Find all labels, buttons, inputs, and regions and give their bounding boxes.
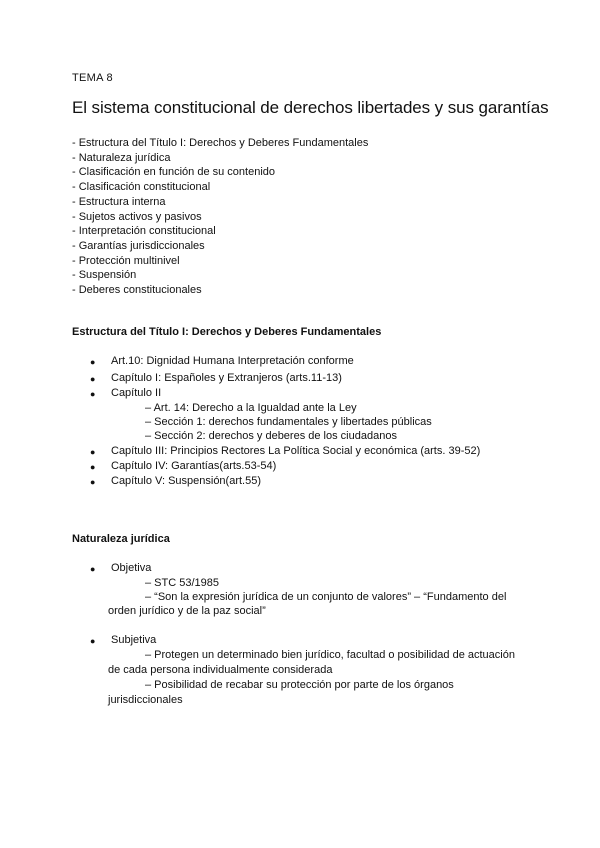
- toc-item: - Estructura interna: [72, 195, 166, 208]
- list-item-subjetiva: Subjetiva: [111, 634, 157, 646]
- sub-list-item-continuation: de cada persona individualmente considerada: [108, 664, 333, 676]
- sub-list-item: – “Son la expresión jurídica de un conjunto de valores” – “Fundamento del: [145, 591, 507, 603]
- toc-item: - Deberes constitucionales: [72, 284, 202, 297]
- bullet-icon: ●: [90, 636, 96, 646]
- sub-list-item-continuation: orden jurídico y de la paz social”: [108, 605, 266, 617]
- toc-item: - Protección multinivel: [72, 254, 180, 267]
- page-title: El sistema constitucional de derechos libertades y sus garantías: [72, 98, 549, 117]
- section-heading-naturaleza: Naturaleza jurídica: [72, 533, 170, 545]
- toc-item: - Clasificación constitucional: [72, 181, 211, 194]
- toc-item: - Sujetos activos y pasivos: [72, 210, 202, 223]
- sub-list-item: – Posibilidad de recabar su protección por parte de los órganos: [145, 679, 454, 691]
- bullet-icon: ●: [90, 374, 96, 384]
- sub-list-item: – Sección 2: derechos y deberes de los ciudadanos: [145, 430, 397, 442]
- tema-label: TEMA 8: [72, 72, 113, 84]
- bullet-icon: ●: [90, 477, 96, 487]
- list-item: Capítulo V: Suspensión(art.55): [111, 475, 262, 487]
- sub-list-item-continuation: jurisdiccionales: [108, 694, 183, 706]
- list-item: Capítulo IV: Garantías(arts.53-54): [111, 460, 277, 472]
- toc-item: - Garantías jurisdiccionales: [72, 239, 205, 252]
- table-of-contents: [72, 136, 368, 298]
- sub-list-item: – Protegen un determinado bien jurídico, facultad o posibilidad de actuación: [145, 649, 515, 661]
- list-item-objetiva: Objetiva: [111, 562, 152, 574]
- sub-list-item: – STC 53/1985: [145, 577, 219, 589]
- toc-item: - Estructura del Título I: Derechos y Deberes Fundamentales: [72, 137, 369, 149]
- list-item: Capítulo III: Principios Rectores La Política Social y económica (arts. 39-52): [111, 445, 481, 457]
- toc-item: - Naturaleza jurídica: [72, 151, 171, 164]
- bullet-icon: ●: [90, 447, 96, 457]
- toc-item: - Clasificación en función de su contenido: [72, 166, 276, 179]
- sub-list-item: – Art. 14: Derecho a la Igualdad ante la Ley: [145, 402, 357, 414]
- list-item: Art.10: Dignidad Humana Interpretación conforme: [111, 355, 354, 367]
- list-item: Capítulo I: Españoles y Extranjeros (arts.11-13): [111, 372, 342, 384]
- bullet-icon: ●: [90, 462, 96, 472]
- bullet-icon: ●: [90, 357, 96, 367]
- toc-item: - Interpretación constitucional: [72, 225, 216, 238]
- list-item: Capítulo II: [111, 387, 162, 399]
- bullet-icon: ●: [90, 389, 96, 399]
- sub-list-item: – Sección 1: derechos fundamentales y libertades públicas: [145, 416, 432, 428]
- section-heading-estructura: Estructura del Título I: Derechos y Deberes Fundamentales: [72, 326, 382, 338]
- bullet-icon: ●: [90, 564, 96, 574]
- toc-item: - Suspensión: [72, 269, 137, 282]
